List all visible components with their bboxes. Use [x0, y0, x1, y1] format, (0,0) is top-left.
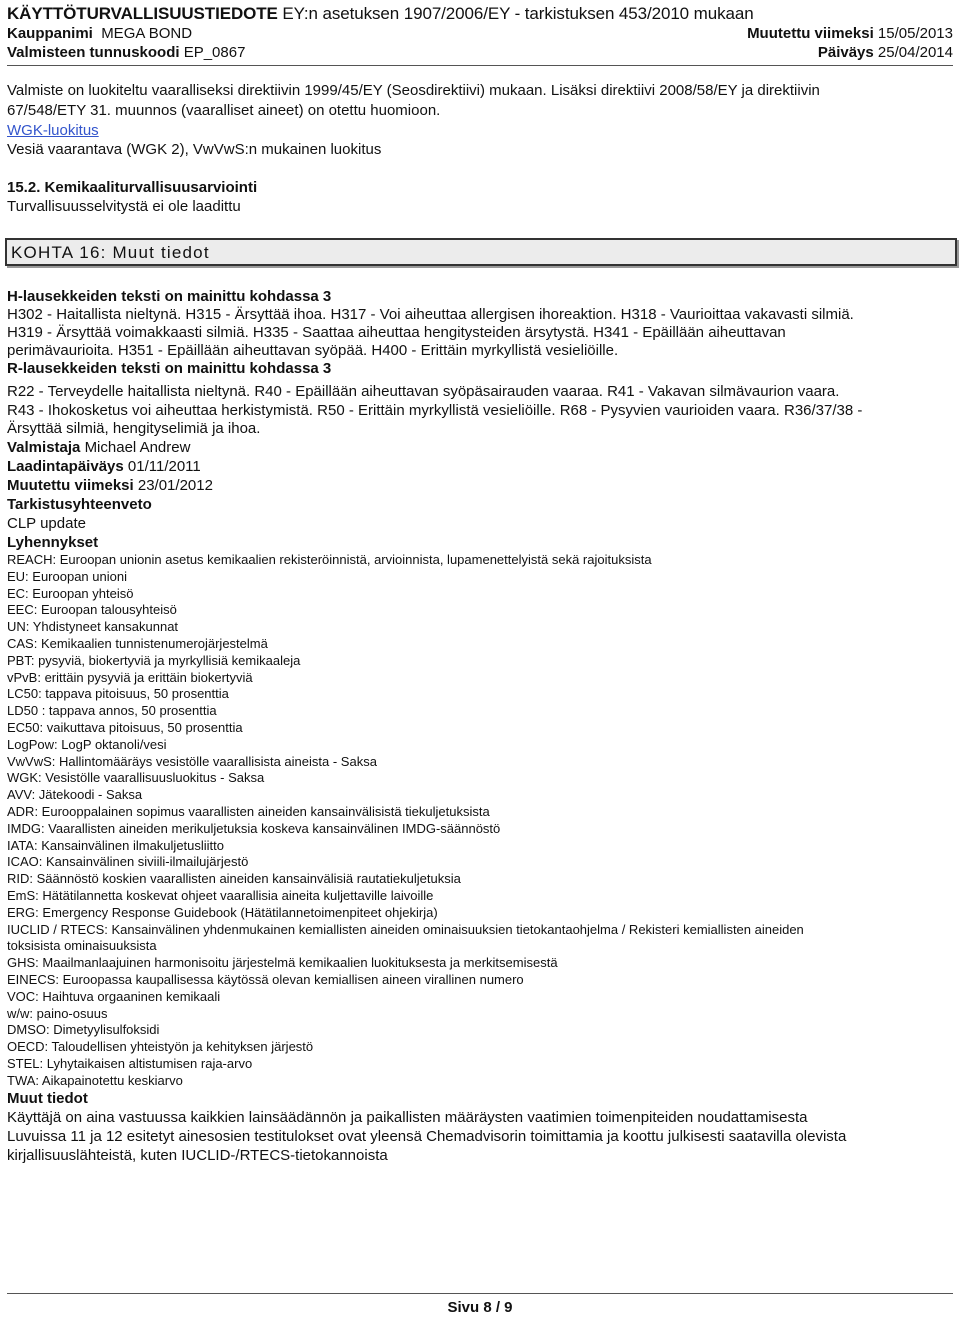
abbreviation-item: UN: Yhdistyneet kansakunnat	[7, 619, 179, 635]
abbreviation-list	[7, 552, 804, 1090]
product-code-value: EP_0867	[183, 44, 246, 61]
section-15-2-heading: 15.2. Kemikaaliturvallisuusarviointi	[7, 179, 258, 196]
intro-line-2: 67/548/ETY 31. muunnos (vaaralliset aineet) on otettu huomioon.	[7, 102, 441, 119]
title-bold: KÄYTTÖTURVALLISUUSTIEDOTE	[7, 4, 278, 23]
abbreviation-item: VOC: Haihtuva orgaaninen kemikaali	[7, 988, 221, 1004]
product-code-label: Valmisteen tunnuskoodi	[7, 44, 180, 61]
modified-label-16: Muutettu viimeksi	[7, 477, 134, 494]
date-label: Päiväys	[817, 44, 874, 61]
h-statements-heading: H-lausekkeiden teksti on mainittu kohdassa 3	[7, 288, 332, 305]
modified-value-16: 23/01/2012	[137, 477, 213, 494]
other-info-line: Luvuissa 11 ja 12 esitetyt ainesosien testitulokset ovat yleensä Chemadvisorin toimittamia ja koottu julkisesti saatavilla olevista	[7, 1128, 847, 1145]
intro-line-1: Valmiste on luokiteltu vaaralliseksi direktiivin 1999/45/EY (Seosdirektiivi) mukaan. Lisäksi direktiivi 2008/58/EY ja direktiivin	[7, 82, 820, 99]
header-row-trade-name	[7, 25, 953, 43]
modified-row	[7, 477, 213, 495]
h-statement-line: perimävaurioita. H351 - Epäillään aiheuttavan syöpää. H400 - Erittäin myrkyllistä vesieliöille.	[7, 342, 619, 359]
abbreviation-item: VwVwS: Hallintomääräys vesistölle vaarallisista aineista - Saksa	[7, 753, 377, 769]
abbreviation-item: vPvB: erittäin pysyviä ja erittäin biokertyviä	[7, 669, 253, 685]
abbreviation-item: toksisista ominaisuuksista	[7, 938, 157, 954]
r-phrases-heading: R-lausekkeiden teksti on mainittu kohdassa 3	[7, 360, 332, 377]
section-16-header	[5, 238, 957, 266]
created-label: Laadintapäiväys	[7, 458, 124, 475]
abbreviation-item: EmS: Hätätilannetta koskevat ohjeet vaarallisia aineita kuljettaville laivoille	[7, 887, 434, 903]
producer-label: Valmistaja	[7, 439, 81, 456]
r-phrase-line: R43 - Ihokosketus voi aiheuttaa herkistymistä. R50 - Erittäin myrkyllistä vesieliöille. R68 - Pysyvien vaurioiden vaara. R36/37/38 -	[7, 402, 863, 419]
abbreviation-item: IMDG: Vaarallisten aineiden merikuljetuksia koskeva kansainvälinen IMDG-säännöstö	[7, 820, 501, 836]
abbreviation-item: GHS: Maailmanlaajuinen harmonisoitu järjestelmä kemikaalien luokituksesta ja merkitsemisestä	[7, 955, 558, 971]
other-info-heading: Muut tiedot	[7, 1090, 88, 1107]
revision-heading: Tarkistusyhteenveto	[7, 496, 152, 513]
section-16-title: KOHTA 16: Muut tiedot	[11, 243, 210, 262]
wgk-link[interactable]: WGK-luokitus	[7, 122, 99, 139]
abbreviation-item: STEL: Lyhytaikaisen altistumisen raja-arvo	[7, 1055, 253, 1071]
abbreviation-item: EEC: Euroopan talousyhteisö	[7, 602, 177, 618]
header-row-product-code	[7, 44, 953, 62]
document-title	[7, 4, 754, 24]
abbreviations-heading: Lyhennykset	[7, 534, 99, 551]
other-info-line: kirjallisuuslähteistä, kuten IUCLID-/RTECS-tietokannoista	[7, 1147, 388, 1164]
abbreviation-item: IUCLID / RTECS: Kansainvälinen yhdenmukainen kemiallisten aineiden ominaisuuksien tietokantaohjelma / Rekisteri kemiallisten aineiden	[7, 921, 804, 937]
producer-value: Michael Andrew	[84, 439, 191, 456]
abbreviation-item: IATA: Kansainvälinen ilmakuljetusliitto	[7, 837, 225, 853]
producer-row	[7, 439, 190, 457]
abbreviation-item: EC50: vaikuttava pitoisuus, 50 prosenttia	[7, 719, 243, 735]
created-row	[7, 458, 201, 476]
r-phrase-line: Ärsyttää silmiä, hengityselimiä ja ihoa.	[7, 420, 261, 437]
abbreviation-item: ERG: Emergency Response Guidebook (Hätätilannetoimenpiteet ohjekirja)	[7, 904, 438, 920]
abbreviation-item: DMSO: Dimetyylisulfoksidi	[7, 1022, 160, 1038]
date-value: 25/04/2014	[877, 44, 953, 61]
trade-name-label: Kauppanimi	[7, 25, 93, 42]
abbreviation-item: AVV: Jätekoodi - Saksa	[7, 787, 143, 803]
h-statement-line: H302 - Haitallista nieltynä. H315 - Ärsyttää ihoa. H317 - Voi aiheuttaa allergisen ihoreaktion. H318 - Vaurioittaa vakavasti silmiä.	[7, 306, 854, 323]
abbreviation-item: EC: Euroopan yhteisö	[7, 585, 134, 601]
wgk-text: Vesiä vaarantava (WGK 2), VwVwS:n mukainen luokitus	[7, 141, 382, 158]
page-number: Sivu 8 / 9	[447, 1299, 513, 1316]
abbreviation-item: RID: Säännöstö koskien vaarallisten aineiden kansainvälisiä rautatiekuljetuksia	[7, 871, 461, 887]
abbreviation-item: ADR: Eurooppalainen sopimus vaarallisten aineiden kansainvälisistä tiekuljetuksista	[7, 803, 490, 819]
abbreviation-item: LogPow: LogP oktanoli/vesi	[7, 736, 167, 752]
trade-name-value: MEGA BOND	[101, 25, 193, 42]
abbreviation-item: w/w: paino-osuus	[7, 1005, 108, 1021]
abbreviation-item: EU: Euroopan unioni	[7, 568, 127, 584]
abbreviation-item: ICAO: Kansainvälinen siviili-ilmailujärjestö	[7, 854, 249, 870]
section-15-2-text: Turvallisuusselvitystä ei ole laadittu	[7, 198, 241, 215]
modified-value: 15/05/2013	[877, 25, 953, 42]
title-rest: EY:n asetuksen 1907/2006/EY - tarkistuksen 453/2010 mukaan	[277, 4, 754, 23]
abbreviation-item: WGK: Vesistölle vaarallisuusluokitus - Saksa	[7, 770, 265, 786]
abbreviation-item: LC50: tappava pitoisuus, 50 prosenttia	[7, 686, 229, 702]
h-statement-line: H319 - Ärsyttää voimakkaasti silmiä. H335 - Saattaa aiheuttaa hengitysteiden ärsytystä. H341 - Epäillään aiheuttavan	[7, 324, 786, 341]
abbreviation-item: OECD: Taloudellisen yhteistyön ja kehityksen järjestö	[7, 1039, 314, 1055]
abbreviation-item: REACH: Euroopan unionin asetus kemikaalien rekisteröinnistä, arvioinnista, lupamenettelyistä sekä rajoituksista	[7, 552, 652, 567]
r-phrase-line: R22 - Terveydelle haitallista nieltynä. R40 - Epäillään aiheuttavan syöpäsairauden vaaraa. R41 - Vakavan silmävaurion vaara.	[7, 383, 840, 400]
abbreviation-item: CAS: Kemikaalien tunnistenumerojärjestelmä	[7, 635, 268, 651]
footer-divider	[7, 1293, 953, 1294]
abbreviation-item: TWA: Aikapainotettu keskiarvo	[7, 1072, 183, 1088]
other-info-line: Käyttäjä on aina vastuussa kaikkien lainsäädännön ja paikallisten määräysten vaatimien toimenpiteiden noudattamisesta	[7, 1109, 808, 1126]
header-divider	[7, 65, 953, 66]
created-value: 01/11/2011	[127, 458, 201, 475]
abbreviation-item: EINECS: Euroopassa kaupallisessa käytössä olevan kemiallisen aineen virallinen numero	[7, 971, 524, 987]
modified-label: Muutettu viimeksi	[747, 25, 874, 42]
abbreviation-item: LD50 : tappava annos, 50 prosenttia	[7, 703, 217, 719]
revision-value: CLP update	[7, 515, 86, 532]
abbreviation-item: PBT: pysyviä, biokertyviä ja myrkyllisiä kemikaaleja	[7, 652, 301, 668]
